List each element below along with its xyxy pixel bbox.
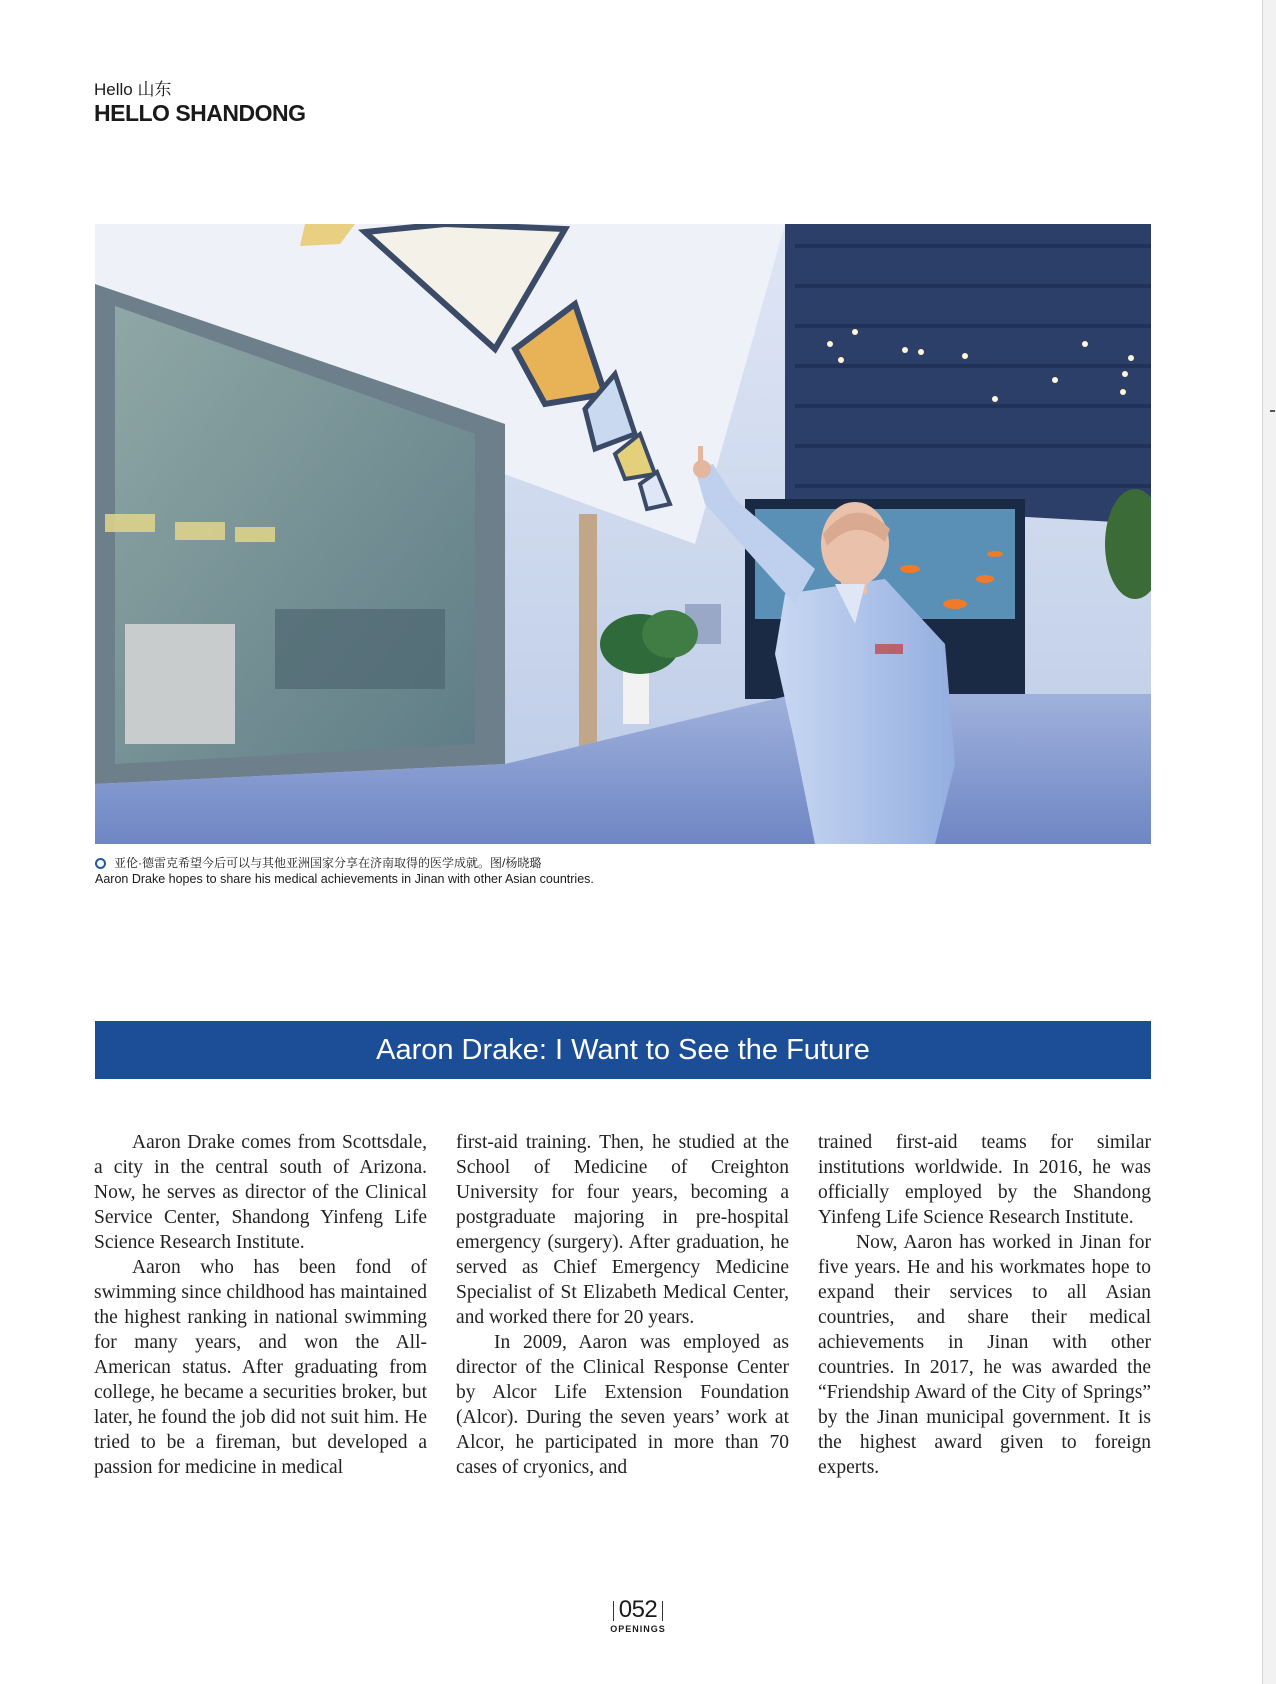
photo-illustration: [95, 224, 1151, 844]
paragraph: Aaron Drake comes from Scottsdale, a city in the central south of Arizona. Now, he serves as director of the Clinical Service Center, Shandong Yinfeng Life Science Research Institute.: [94, 1132, 427, 1253]
page-edge-mark: [1270, 410, 1275, 412]
divider: [662, 1601, 663, 1621]
header-hello: Hello 山东: [94, 80, 172, 99]
paragraph: first-aid training. Then, he studied at the School of Medicine of Creighton University for four years, becoming a postgraduate majoring in pre-hospital emergency (surgery). After graduation, he served as Chief Emergency Medicine Specialist of St Elizabeth Medical Center, and worked there for 20 years.: [456, 1132, 789, 1328]
article-title-bar: [95, 1021, 1151, 1079]
running-header: [94, 80, 306, 126]
article-title: Aaron Drake: I Want to See the Future: [376, 1033, 870, 1066]
paragraph: trained first-aid teams for similar institutions worldwide. In 2016, he was officially employed by the Shandong Yinfeng Life Science Research Institute.: [818, 1132, 1151, 1228]
paragraph: Aaron who has been fond of swimming since childhood has maintained the highest ranking in national swimming for many years, and won the All-American status. After graduating from college, he became a securities broker, but later, he found the job did not suit him. He tried to be a fireman, but developed a passion for medicine in medical: [94, 1257, 427, 1478]
divider: [613, 1601, 614, 1621]
header-hello-shandong: HELLO SHANDONG: [94, 100, 306, 126]
paragraph: In 2009, Aaron was employed as director of the Clinical Response Center by Alcor Life Extension Foundation (Alcor). During the seven years’ work at Alcor, he participated in more than 70 cases of cryonics, and: [456, 1332, 789, 1478]
article-column-3: [818, 1130, 1151, 1480]
caption-chinese-text: 亚伦·德雷克希望今后可以与其他亚洲国家分享在济南取得的医学成就。图/杨晓璐: [114, 856, 542, 870]
caption-chinese: [95, 855, 1095, 871]
section-name: OPENINGS: [610, 1624, 666, 1634]
page-footer: [0, 1597, 1276, 1635]
page-number: 052: [618, 1596, 658, 1623]
page-edge-strip: [1262, 0, 1276, 1684]
photo-caption: [95, 855, 1095, 887]
caption-english: Aaron Drake hopes to share his medical achievements in Jinan with other Asian countries.: [95, 872, 594, 886]
circle-bullet-icon: [95, 858, 106, 869]
paragraph: Now, Aaron has worked in Jinan for five years. He and his workmates hope to expand their services to all Asian countries, and share their medical achievements in Jinan with other countries. In 2017, he was awarded the “Friendship Award of the City of Springs” by the Jinan municipal government. It is the highest award given to foreign experts.: [818, 1232, 1151, 1478]
page-number-block: [0, 1597, 1276, 1623]
article-photo: [95, 224, 1151, 844]
article-column-1: [94, 1130, 427, 1480]
article-column-2: [456, 1130, 789, 1480]
